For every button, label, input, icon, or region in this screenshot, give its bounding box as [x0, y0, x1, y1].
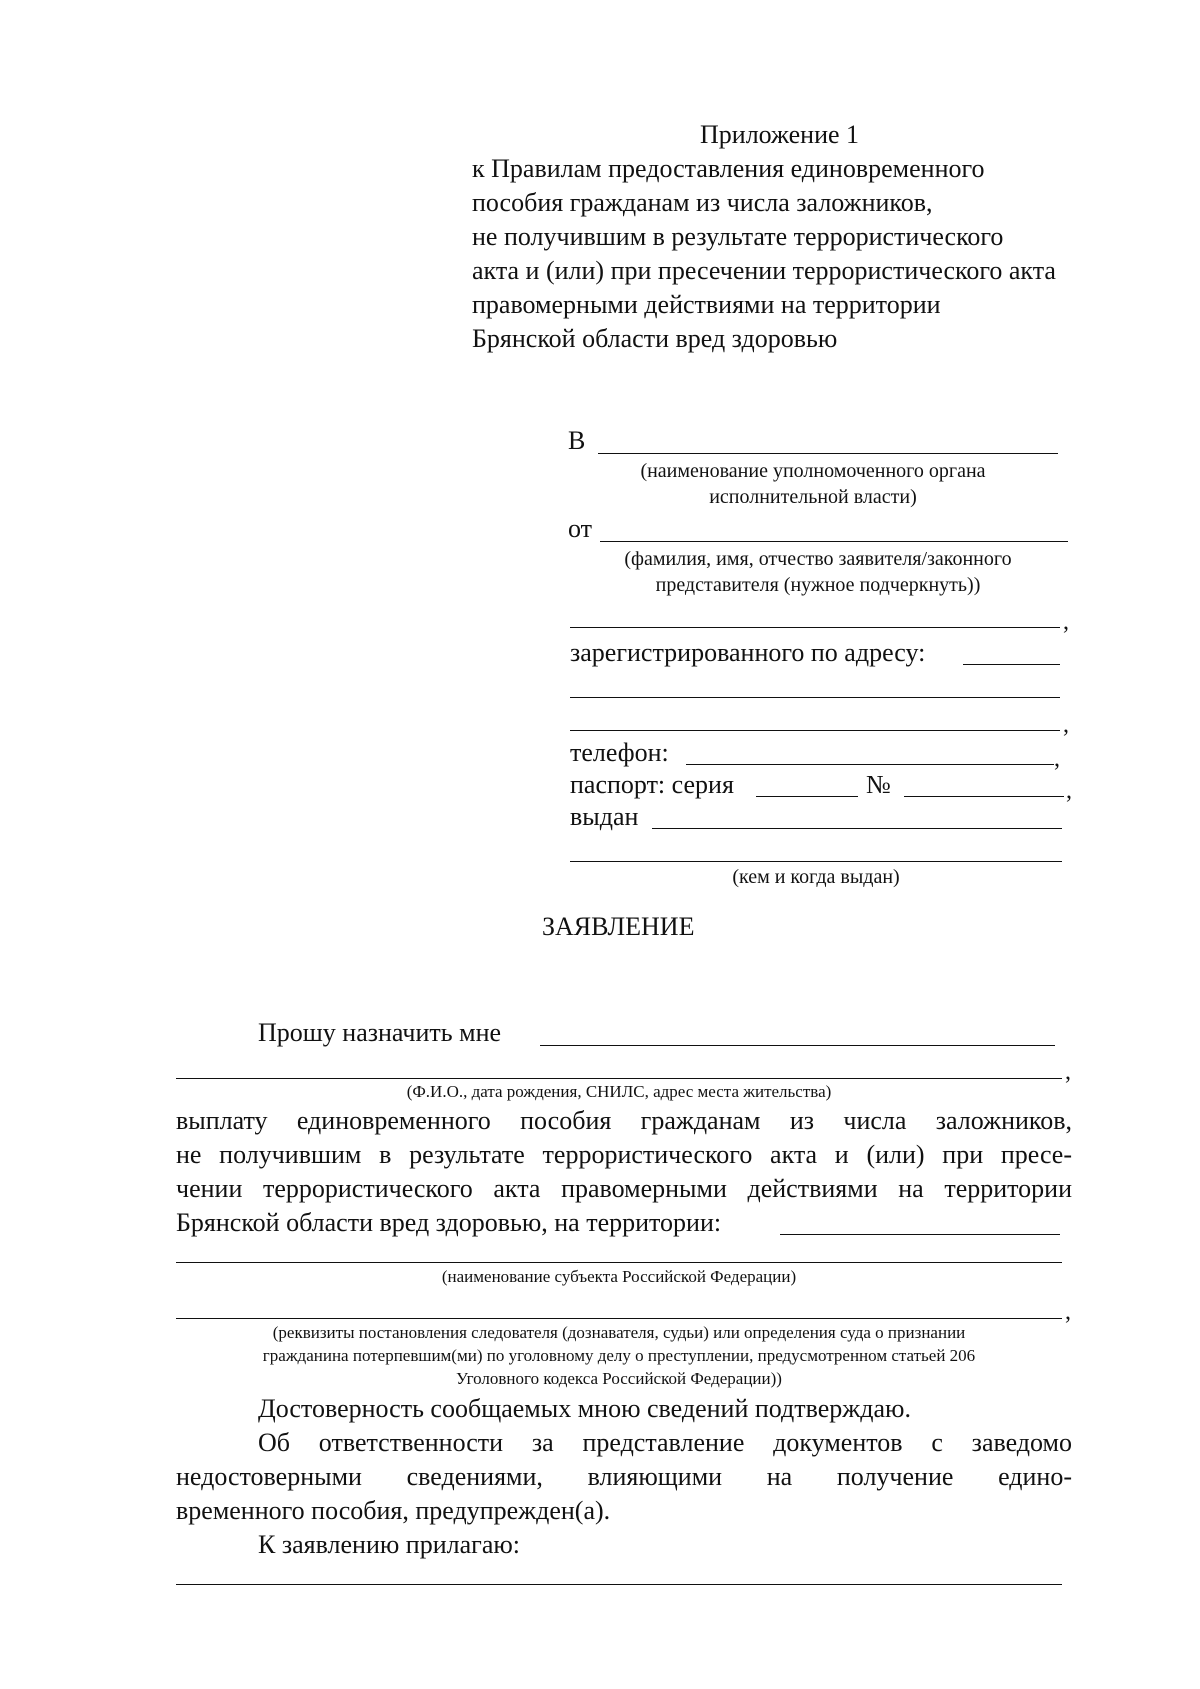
subject-line [176, 1262, 1062, 1263]
attach-blank-line [176, 1584, 1062, 1585]
attach-label: К заявлению прилагаю: [258, 1530, 521, 1559]
request-comma: , [1065, 1059, 1071, 1085]
from-caption-1: (фамилия, имя, отчество заявителя/законного [624, 548, 1012, 570]
document-title: ЗАЯВЛЕНИЕ [542, 912, 695, 941]
subject-caption: (наименование субъекта Российской Федерации) [441, 1267, 797, 1286]
passport-number-sign: № [866, 770, 891, 799]
appendix-line-6: Брянской области вред здоровью [472, 324, 838, 353]
appendix-line-2: пособия гражданам из числа заложников, [472, 188, 933, 217]
responsibility-line-2: недостоверными сведениями, влияющими на получение едино- [176, 1462, 1072, 1491]
phone-comma: , [1054, 746, 1060, 772]
request-paragraph [176, 1104, 1072, 1206]
to-prefix: В [568, 426, 586, 455]
appendix-line-1: к Правилам предоставления единовременного [472, 154, 985, 183]
requisites-caption-1: (реквизиты постановления следователя (дознавателя, судьи) или определения суда о признании [272, 1323, 966, 1342]
confirm-statement: Достоверность сообщаемых мною сведений подтверждаю. [258, 1394, 911, 1423]
responsibility-line-1: Об ответственности за представление документов с заведомо [258, 1428, 1072, 1457]
to-caption-1: (наименование уполномоченного органа [640, 460, 986, 482]
fio-caption: (Ф.И.О., дата рождения, СНИЛС, адрес места жительства) [406, 1082, 832, 1101]
appendix-line-4: акта и (или) при пресечении террористического акта [472, 256, 1056, 285]
responsibility-paragraph [176, 1426, 1072, 1494]
appendix-title: Приложение 1 [700, 120, 860, 149]
applicant-extra-comma: , [1063, 609, 1069, 635]
requisites-line [176, 1318, 1062, 1319]
paragraph-line-2: не получившим в результате террористического акта и (или) при пресе- [176, 1140, 1072, 1169]
passport-series-line [756, 796, 858, 797]
to-caption-2: исполнительной власти) [709, 486, 917, 508]
applicant-extra-line [570, 627, 1060, 628]
from-caption-2: представителя (нужное подчеркнуть)) [655, 574, 981, 596]
issued-blank-line [652, 828, 1062, 829]
responsibility-last-line: временного пособия, предупрежден(а). [176, 1496, 611, 1525]
registered-label: зарегистрированного по адресу: [570, 638, 926, 667]
issued-caption: (кем и когда выдан) [732, 866, 900, 888]
from-blank-line [600, 541, 1068, 542]
address-line-3 [570, 730, 1060, 731]
paragraph-last-line: Брянской области вред здоровью, на территории: [176, 1208, 722, 1237]
passport-number-line [904, 796, 1064, 797]
paragraph-line-1: выплату единовременного пособия гражданам из числа заложников, [176, 1106, 1072, 1135]
address-line-2 [570, 697, 1060, 698]
address-comma: , [1063, 712, 1069, 738]
appendix-line-5: правомерными действиями на территории [472, 290, 941, 319]
appendix-line-3: не получившим в результате террористического [472, 222, 1004, 251]
request-label: Прошу назначить мне [258, 1018, 502, 1047]
registered-blank-line [963, 664, 1060, 665]
to-blank-line [598, 453, 1058, 454]
passport-label: паспорт: серия [570, 770, 734, 799]
phone-blank-line [686, 764, 1054, 765]
requisites-caption-2: гражданина потерпевшим(ми) по уголовному делу о преступлении, предусмотренном статьей 206 [262, 1346, 976, 1365]
territory-blank-line [780, 1234, 1060, 1235]
issued-line-2 [570, 861, 1062, 862]
phone-label: телефон: [570, 738, 669, 767]
request-line-2 [176, 1078, 1062, 1079]
requisites-comma: , [1065, 1299, 1071, 1325]
requisites-caption-3: Уголовного кодекса Российской Федерации)) [456, 1369, 782, 1388]
paragraph-line-3: чении террористического акта правомерными действиями на территории [176, 1174, 1072, 1203]
issued-label: выдан [570, 802, 639, 831]
from-prefix: от [568, 514, 593, 543]
passport-comma: , [1066, 778, 1072, 804]
request-blank-line [540, 1045, 1055, 1046]
